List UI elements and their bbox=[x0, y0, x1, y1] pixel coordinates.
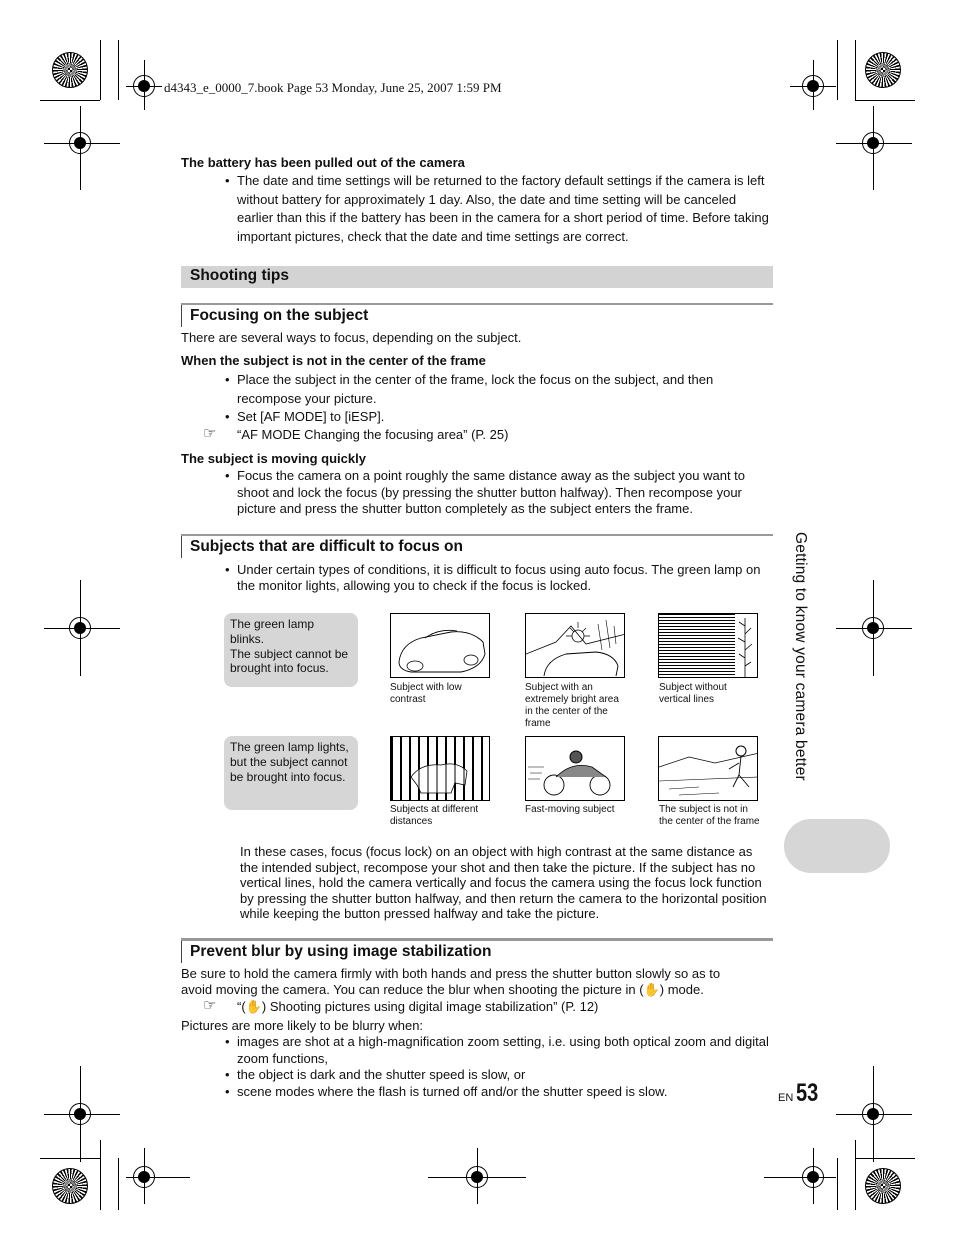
not-center-bullet-2: • Set [AF MODE] to [iESP]. bbox=[225, 409, 385, 424]
blur-bullet-1: • images are shot at a high-magnification zoom setting, i.e. using both optical zoom and digital zoom functions, bbox=[225, 1034, 769, 1066]
subsection-focusing: Focusing on the subject bbox=[181, 303, 773, 327]
section-shooting-tips: Shooting tips bbox=[181, 266, 773, 288]
caption-different-distances: Subjects at different distances bbox=[390, 804, 479, 827]
blur-paragraph: Be sure to hold the camera firmly with both hands and press the shutter button slowly so as to avoid moving the camera. You can reduce the blur when shooting the picture in (✋) mode. bbox=[181, 966, 721, 997]
focusing-intro: There are several ways to focus, depending on the subject. bbox=[181, 330, 522, 345]
hand-shake-icon: (✋) bbox=[241, 999, 267, 1014]
color-bar-star-icon bbox=[865, 52, 901, 88]
color-bar-star-icon bbox=[865, 1168, 901, 1204]
blurry-intro: Pictures are more likely to be blurry when: bbox=[181, 1018, 424, 1033]
af-mode-reference[interactable]: “AF MODE Changing the focusing area” (P. 25) bbox=[237, 427, 509, 442]
off-center-subject-illustration bbox=[658, 736, 758, 801]
caption-no-vertical-lines: Subject without vertical lines bbox=[659, 682, 727, 705]
green-lamp-blinks-box: The green lamp blinks. The subject cannot be brought into focus. bbox=[224, 613, 358, 687]
color-bar-star-icon bbox=[52, 52, 88, 88]
battery-bullet: • The date and time settings will be returned to the factory default settings if the camera is left without battery for approximately 1 day. Also, the date and time setting will be canceled earlier than this if the battery has been in the camera for a short period of time. Before taking important pictures, check that the date and time settings are correct. bbox=[225, 173, 769, 244]
green-lamp-lights-box: The green lamp lights, but the subject cannot be brought into focus. bbox=[224, 736, 358, 810]
caption-low-contrast: Subject with low contrast bbox=[390, 682, 462, 705]
low-contrast-car-illustration bbox=[390, 613, 490, 678]
hand-shake-icon: (✋) bbox=[639, 982, 665, 997]
not-center-bullet-1: • Place the subject in the center of the frame, lock the focus on the subject, and then recompose your picture. bbox=[225, 372, 714, 406]
caption-bright-area: Subject with an extremely bright area in the center of the frame bbox=[525, 682, 619, 729]
difficult-bullet: • Under certain types of conditions, it is difficult to focus using auto focus. The green lamp on the monitor lights, allowing you to check if the focus is locked. bbox=[225, 562, 761, 593]
horizontal-lines-illustration bbox=[658, 613, 758, 678]
caption-off-center: The subject is not in the center of the frame bbox=[659, 804, 760, 827]
blur-bullet-3: • scene modes where the flash is turned off and/or the shutter speed is slow. bbox=[225, 1084, 668, 1099]
stabilization-reference[interactable]: “(✋) Shooting pictures using digital image stabilization” (P. 12) bbox=[237, 999, 599, 1014]
pointing-hand-icon: ☞ bbox=[203, 425, 217, 442]
chapter-side-label: Getting to know your camera better bbox=[792, 532, 809, 781]
page-number: 53 bbox=[796, 1079, 819, 1107]
caption-fast-moving: Fast-moving subject bbox=[525, 804, 615, 815]
different-distances-illustration bbox=[390, 736, 490, 801]
moving-bullet: • Focus the camera on a point roughly the same distance away as the subject you want to shoot and lock the focus (by pressing the shutter button halfway). Then recompose your picture and press the shutter button completely as the subject enters the frame. bbox=[225, 468, 746, 517]
bright-center-illustration bbox=[525, 613, 625, 678]
color-bar-star-icon bbox=[52, 1168, 88, 1204]
not-center-heading: When the subject is not in the center of the frame bbox=[181, 353, 486, 368]
print-header: d4343_e_0000_7.book Page 53 Monday, June 25, 2007 1:59 PM bbox=[164, 80, 502, 95]
subsection-blur: Prevent blur by using image stabilization bbox=[181, 938, 773, 963]
subsection-difficult: Subjects that are difficult to focus on bbox=[181, 534, 773, 558]
battery-heading: The battery has been pulled out of the camera bbox=[181, 155, 465, 170]
fast-motorcycle-illustration bbox=[525, 736, 625, 801]
pointing-hand-icon: ☞ bbox=[203, 997, 217, 1014]
focus-lock-paragraph: In these cases, focus (focus lock) on an object with high contrast at the same distance as the intended subject, recompose your shot and then take the picture. If the subject has no vertical lines, hold the camera vertically and focus the camera using the focus lock function by pressing the shutter button halfway, and then return the camera to the horizontal position while keeping the button pressed halfway and take the picture. bbox=[240, 844, 767, 921]
chapter-tab bbox=[784, 819, 890, 873]
moving-heading: The subject is moving quickly bbox=[181, 451, 366, 466]
blur-bullet-2: • the object is dark and the shutter speed is slow, or bbox=[225, 1067, 526, 1082]
footer-language: EN bbox=[778, 1092, 794, 1104]
